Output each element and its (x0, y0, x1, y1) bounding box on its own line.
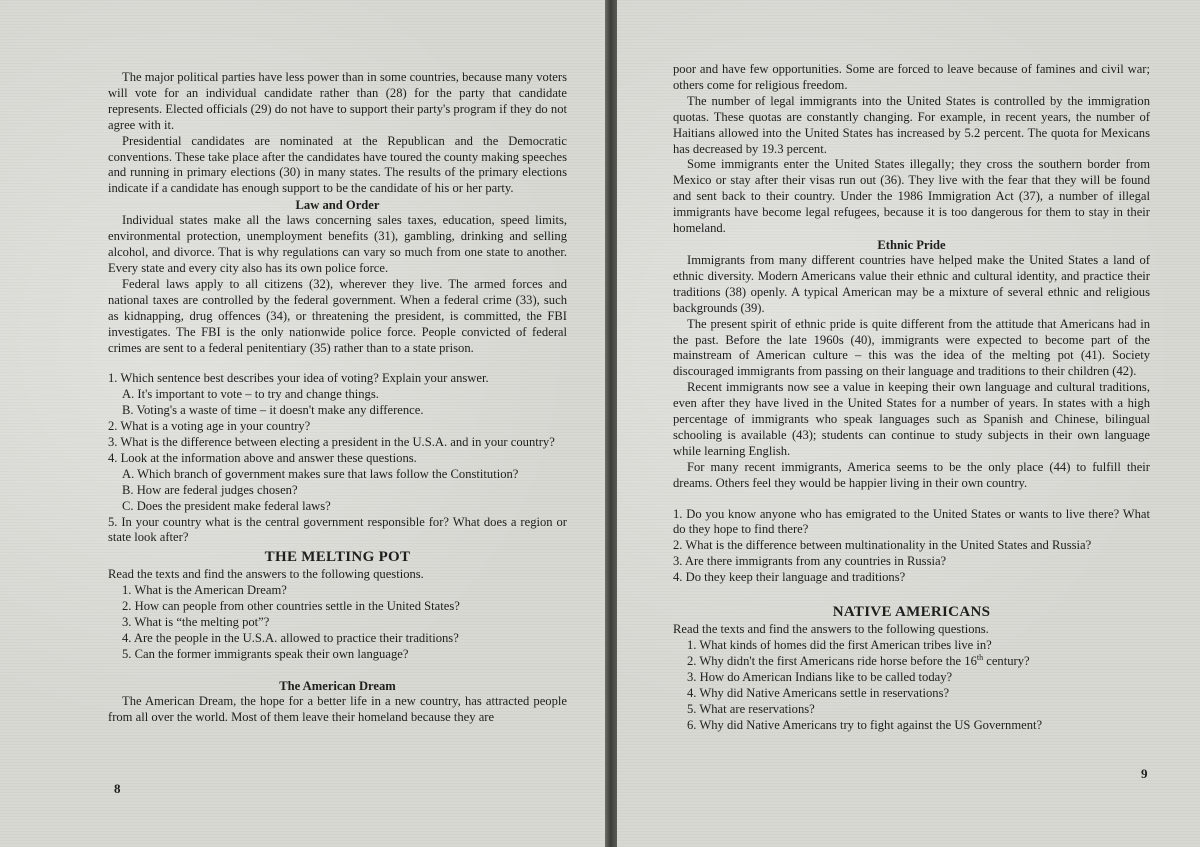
heading-law-and-order: Law and Order (295, 198, 380, 213)
heading-melting-pot: THE MELTING POT (264, 549, 411, 566)
immigration-question-4: 4. Do they keep their language and traditions? (673, 570, 906, 585)
immigration-question-3: 3. Are there immigrants from any countries in Russia? (673, 554, 947, 569)
heading-native-americans: NATIVE AMERICANS (832, 604, 991, 621)
question-4a: A. Which branch of government makes sure that laws follow the Constitution? (122, 466, 519, 481)
melting-question-1: 1. What is the American Dream? (122, 583, 287, 598)
native-question-1: 1. What kinds of homes did the first American tribes live in? (687, 638, 992, 652)
question-4c: C. Does the president make federal laws? (122, 498, 331, 513)
melting-question-5: 5. Can the former immigrants speak their own language? (122, 646, 409, 661)
native-question-2: 2. Why didn't the first Americans ride horse before the 16th century? (687, 652, 1030, 668)
native-question-6: 6. Why did Native Americans try to fight against the US Government? (687, 717, 1043, 732)
question-2: 2. What is a voting age in your country? (108, 419, 311, 434)
page-number-right: 9 (1141, 766, 1148, 781)
heading-american-dream: The American Dream (279, 678, 396, 693)
paragraph-illegal: Some immigrants enter the United States illegally; they cross the southern border from Mexico or stay after their visas run out (36). They live with the fear that they will be found and sent back to their country. Under the 1986 Immigration Act (37), a number of illegal immigrants have become legal refugees, because it is too dangerous for them to stay in their homeland. (673, 157, 1150, 236)
instructions-native-americans: Read the texts and find the answers to the following questions. (673, 622, 989, 637)
paragraph-parties: The major political parties have less power than in some countries, because many voters will vote for an individual candidate rather than (28) for the party that candidate represents. Elected officials (29) do not have to support their party's program if they do not agree with it. (108, 70, 567, 132)
question-5: 5. In your country what is the central government responsible for? What does a region or state look after? (108, 514, 567, 545)
melting-question-3: 3. What is “the melting pot”? (122, 615, 270, 630)
paragraph-diversity: Immigrants from many different countries have helped make the United States a land of ethnic diversity. Modern Americans value their ethnic and cultural identity, and practice their traditions (38) openly. A typical American may be a mixture of several ethnic and religious backgrounds (39). (673, 252, 1150, 315)
question-4b: B. How are federal judges chosen? (122, 482, 298, 497)
paragraph-american-dream: The American Dream, the hope for a better life in a new country, has attracted people from all over the world. Most of them leave their homeland because they are (108, 693, 567, 724)
immigration-question-2: 2. What is the difference between multinationality in the United States and Russia? (673, 538, 1092, 553)
native-question-5: 5. What are reservations? (687, 701, 815, 716)
right-page (617, 0, 1200, 847)
question-4: 4. Look at the information above and answer these questions. (108, 450, 417, 465)
melting-question-4: 4. Are the people in the U.S.A. allowed to practice their traditions? (122, 631, 459, 645)
instructions-melting-pot: Read the texts and find the answers to the following questions. (108, 567, 424, 582)
question-1a: A. It's important to vote – to try and change things. (122, 387, 379, 402)
melting-question-2: 2. How can people from other countries settle in the United States? (122, 599, 460, 614)
question-3: 3. What is the difference between electing a president in the U.S.A. and in your country? (108, 435, 555, 450)
paragraph-recent: Recent immigrants now see a value in keeping their own language and cultural traditions, even after they have lived in the United States for a number of years. In states with a high percentage of immigrants who speak languages such as Spanish and Chinese, bilingual schooling is available (43); students can continue to study subjects in their own language while learning English. (673, 380, 1150, 458)
heading-ethnic-pride: Ethnic Pride (877, 237, 946, 252)
page-number-left: 8 (114, 781, 121, 796)
paragraph-spirit: The present spirit of ethnic pride is quite different from the attitude that Americans had in the past. Before the late 1960s (40), immigrants were expected to become part of the mainstream of American culture – this was the idea of the melting pot (41). Society discouraged immigrants from passing on their language and traditions to their children (42). (673, 316, 1150, 379)
question-1: 1. Which sentence best describes your idea of voting? Explain your answer. (108, 371, 489, 386)
native-question-3: 3. How do American Indians like to be called today? (687, 669, 953, 684)
paragraph-poor: poor and have few opportunities. Some are forced to leave because of famines and civil war; others come for religious freedom. (673, 62, 1150, 92)
paragraph-candidates: Presidential candidates are nominated at the Republican and the Democratic conventions. These take place after the candidates have toured the county making speeches and running in primary elections (30) in many states. The results of the primary elections indicate if a candidate has enough support to be the candidate of his or her party. (108, 133, 567, 196)
immigration-question-1: 1. Do you know anyone who has emigrated to the United States or wants to live there? What do they hope to find there? (673, 506, 1150, 537)
native-question-4: 4. Why did Native Americans settle in reservations? (687, 685, 950, 700)
paragraph-dreams: For many recent immigrants, America seems to be the only place (44) to fulfill their dreams. Others feel they would be happier living in their own country. (673, 459, 1150, 490)
book-gutter (605, 0, 617, 847)
question-1b: B. Voting's a waste of time – it doesn't make any difference. (122, 403, 424, 418)
paragraph-federal-laws: Federal laws apply to all citizens (32), wherever they live. The armed forces and national taxes are controlled by the federal government. When a federal crime (33), such as kidnapping, drug offences (34), or threatening the president, is committed, the FBI investigates. The FBI is the only nationwide police force. People convicted of federal crimes are sent to a federal penitentiary (35) rather than to a state prison. (108, 276, 567, 355)
paragraph-quotas: The number of legal immigrants into the United States is controlled by the immigration quotas. These quotas are constantly changing. For example, in recent years, the number of Haitians allowed into the United States has increased by 5.2 percent. The quota for Mexicans has decreased by 19.3 percent. (673, 93, 1150, 156)
paragraph-state-laws: Individual states make all the laws concerning sales taxes, education, speed limits, environmental protection, unemployment benefits (31), gambling, drinking and selling alcohol, and divorce. That is why regulations can vary so much from one state to another. Every state and every city also has its own police force. (108, 213, 567, 275)
